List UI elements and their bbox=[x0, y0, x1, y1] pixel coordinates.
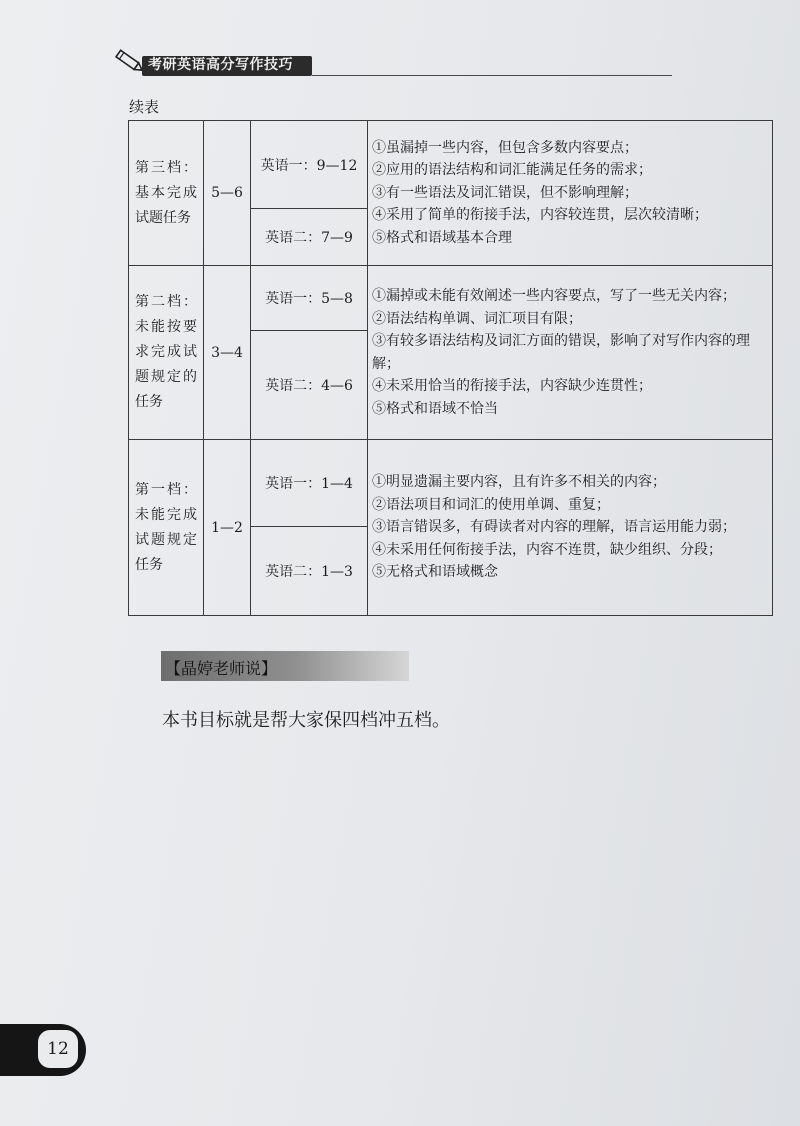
level-cell: 第三档：基本完成试题任务 bbox=[129, 121, 204, 266]
score-cell: 1—2 bbox=[204, 440, 251, 616]
header-rule bbox=[312, 75, 672, 76]
pencil-icon bbox=[112, 46, 146, 76]
level-cell: 第二档：未能按要求完成试题规定的任务 bbox=[129, 266, 204, 440]
tip-label: 【晶婷老师说】 bbox=[165, 659, 278, 678]
table-row bbox=[129, 266, 773, 331]
page-number: 12 bbox=[38, 1030, 78, 1068]
criteria-item: ④未采用恰当的衔接手法，内容缺少连贯性； bbox=[372, 378, 652, 394]
score-cell: 3—4 bbox=[204, 266, 251, 440]
criteria-item: ⑤无格式和语域概念 bbox=[372, 564, 498, 581]
criteria-item: ①明显遗漏主要内容，且有许多不相关的内容； bbox=[372, 474, 666, 491]
table-row bbox=[129, 121, 773, 209]
criteria-item: ③语言错误多，有碍读者对内容的理解，语言运用能力弱； bbox=[372, 519, 736, 536]
criteria-item: ③有一些语法及词汇错误，但不影响理解； bbox=[372, 184, 638, 201]
table-row bbox=[129, 440, 773, 527]
criteria-item: ④未采用任何衔接手法，内容不连贯，缺少组织、分段； bbox=[372, 541, 722, 558]
continued-label: 续表 bbox=[129, 98, 160, 116]
tip-text: 本书目标就是帮大家保四档冲五档。 bbox=[162, 710, 450, 731]
criteria-item: ⑤格式和语域不恰当 bbox=[372, 400, 498, 417]
score-cell: 5—6 bbox=[204, 121, 251, 266]
criteria-item: ④采用了简单的衔接手法，内容较连贯，层次较清晰； bbox=[372, 207, 708, 224]
criteria-item: ⑤格式和语域基本合理 bbox=[372, 229, 512, 246]
running-header bbox=[112, 44, 672, 78]
criteria-item: ③有较多语法结构及词汇方面的错误，影响了对写作内容的理解； bbox=[372, 333, 750, 372]
header-title: 考研英语高分写作技巧 bbox=[148, 57, 293, 73]
criteria-item: ②语法结构单调、词汇项目有限； bbox=[372, 310, 582, 327]
level-cell: 第一档：未能完成试题规定任务 bbox=[129, 440, 204, 616]
criteria-cell bbox=[368, 440, 773, 616]
criteria-item: ①漏掉或未能有效阐述一些内容要点，写了一些无关内容； bbox=[372, 288, 736, 304]
english-one-score: 英语一：9—12 bbox=[251, 121, 368, 209]
criteria-item: ②应用的语法结构和词汇能满足任务的需求； bbox=[372, 162, 652, 179]
english-two-score: 英语二：1—3 bbox=[251, 527, 368, 616]
english-one-score: 英语一：1—4 bbox=[251, 440, 368, 527]
english-two-score: 英语二：4—6 bbox=[251, 331, 368, 440]
criteria-cell bbox=[368, 121, 773, 266]
criteria-item: ②语法项目和词汇的使用单调、重复； bbox=[372, 496, 610, 513]
english-two-score: 英语二：7—9 bbox=[251, 209, 368, 266]
criteria-cell bbox=[368, 266, 773, 440]
english-one-score: 英语一：5—8 bbox=[251, 266, 368, 331]
grading-table bbox=[128, 120, 773, 616]
criteria-item: ①虽漏掉一些内容，但包含多数内容要点； bbox=[372, 139, 638, 156]
